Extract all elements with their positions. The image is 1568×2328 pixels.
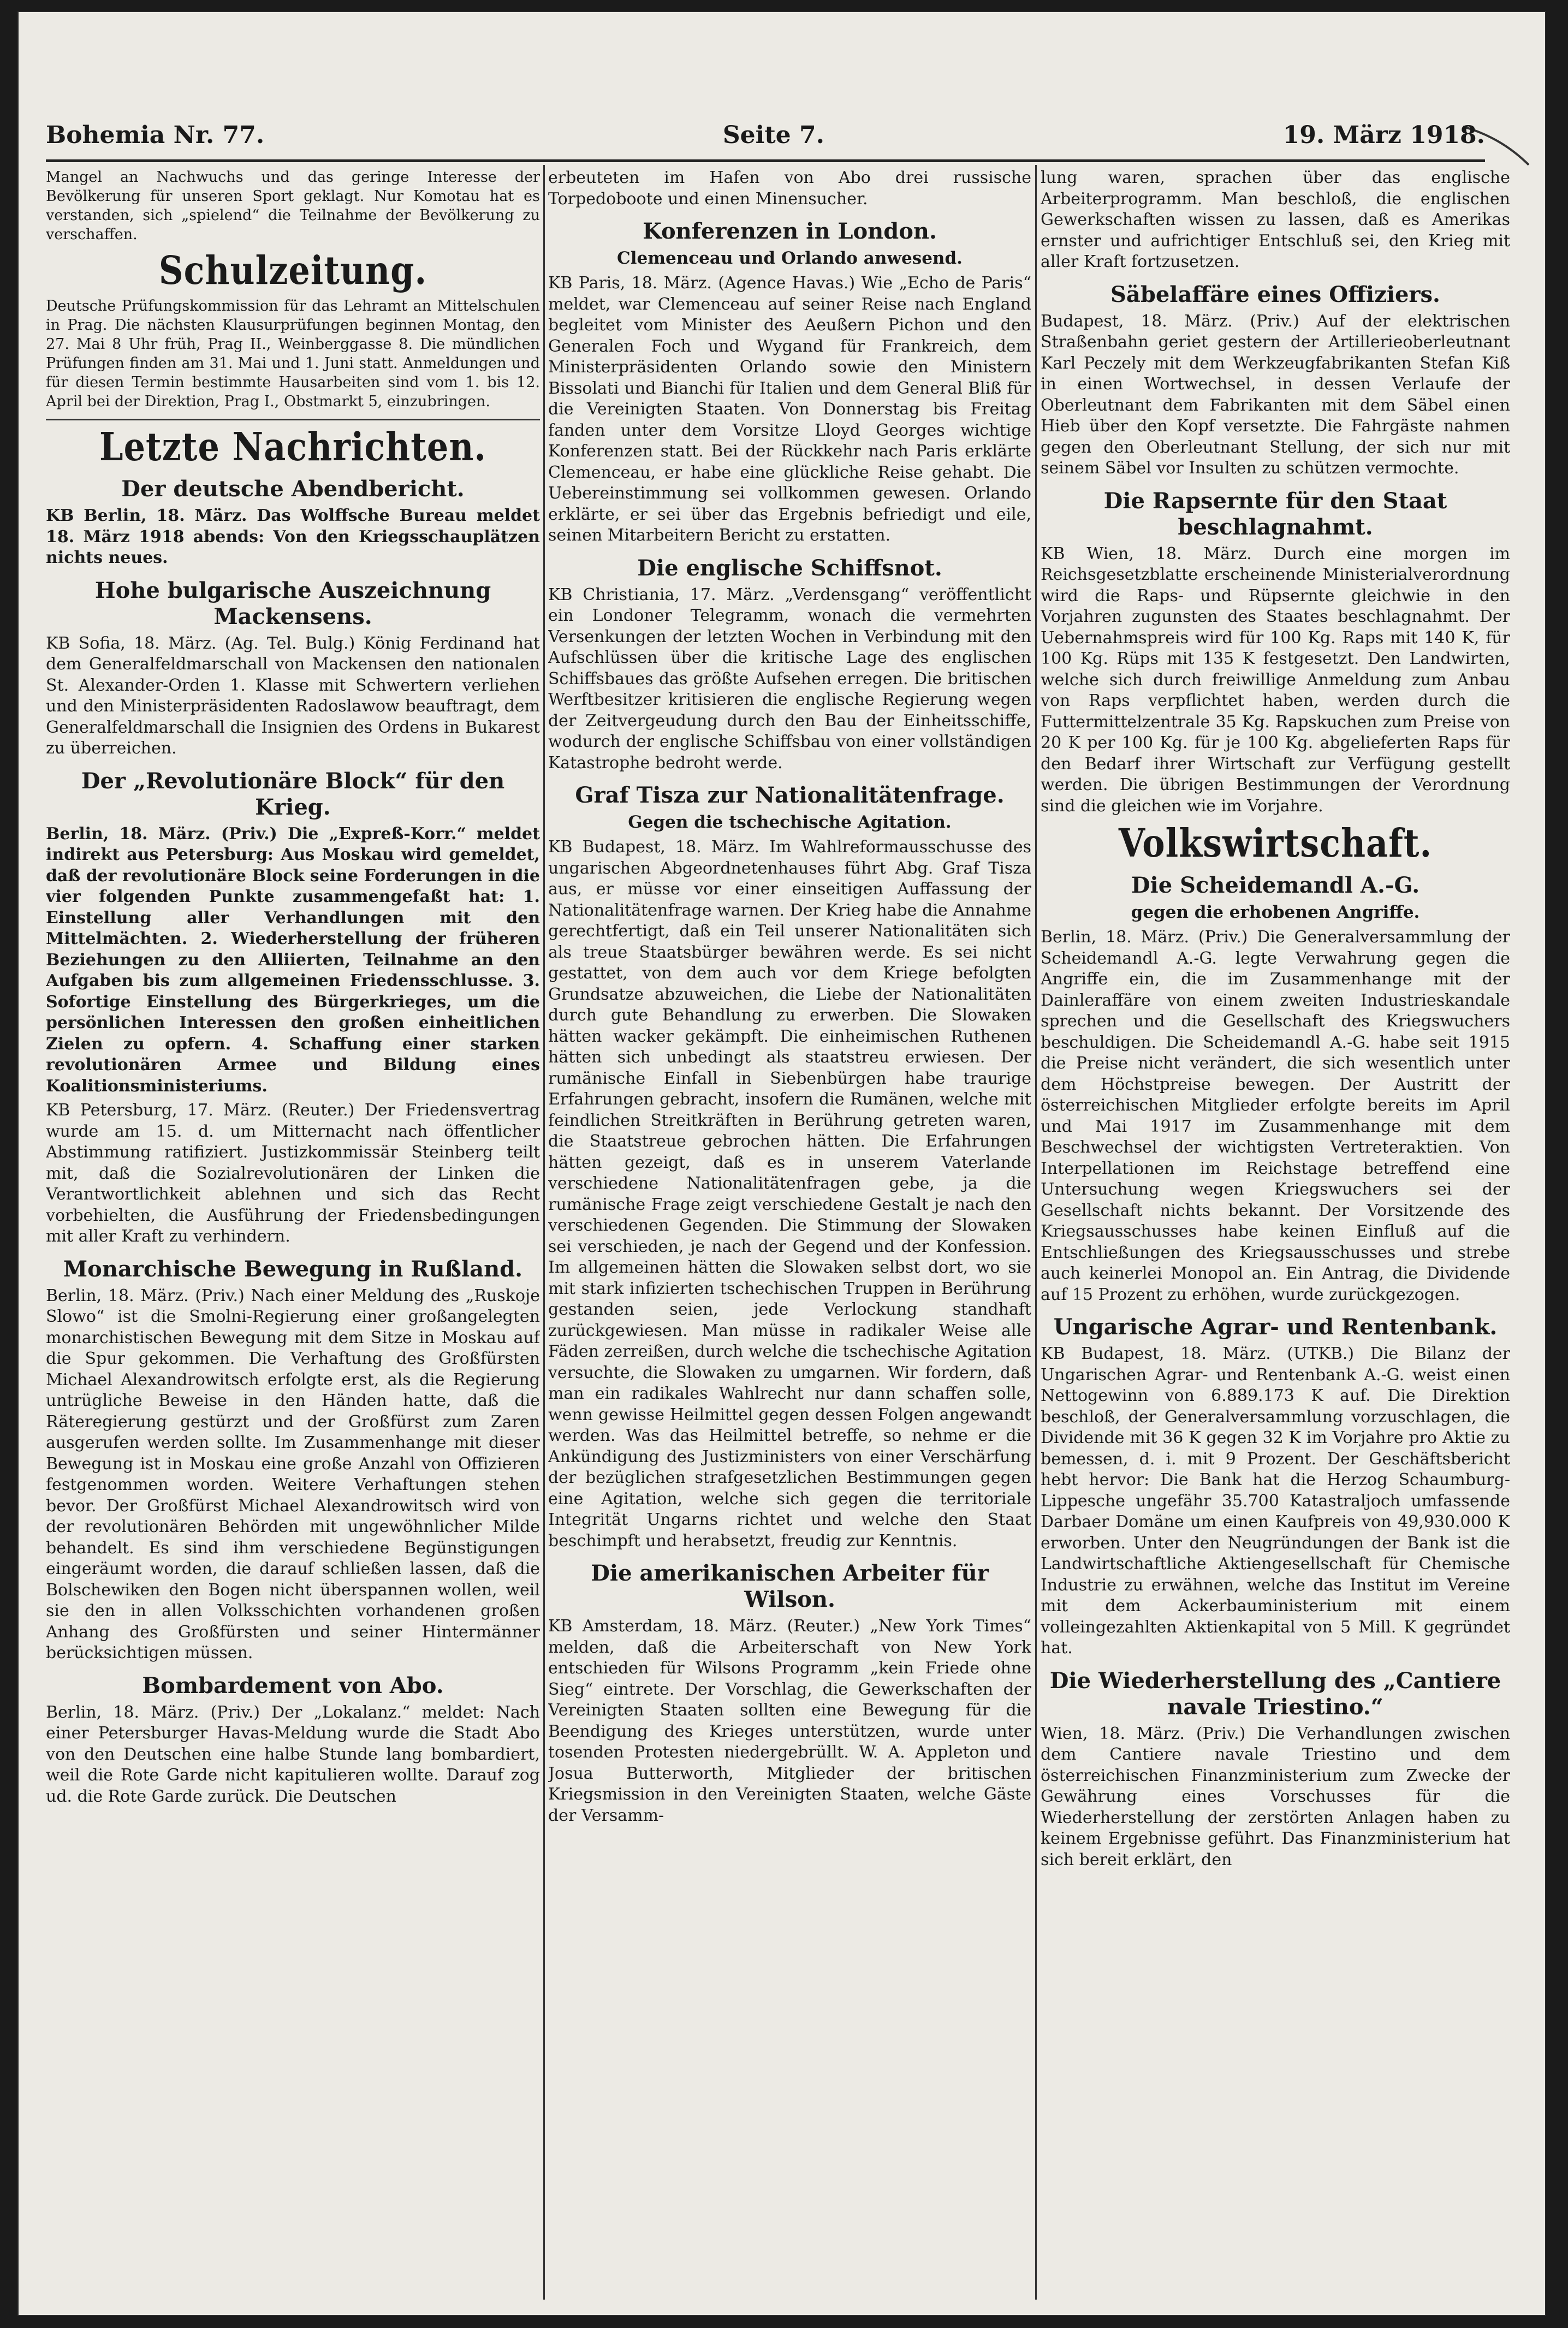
column-2 [548, 168, 1031, 2297]
divider-rule [46, 419, 540, 420]
section-heading-letzte-nachrichten: Letzte Nachrichten. [99, 424, 487, 470]
article-body: KB Wien, 18. März. Durch eine morgen im Reichsgesetzblatte erscheinende Ministerialverordnung wird die Raps- und Rüpsernte gleichwie in den Vorjahren zugunsten des Staates beschlagnahmt. Der Uebernahmspreis wird für 100 Kg. Raps mit 140 K, für 100 Kg. Rüps mit 135 K festgesetzt. Den Landwirten, welche sich durch freiwillige Anmeldung zum Anbau von Raps verpflichtet haben, werden durch die Futtermittelzentrale 35 Kg. Rapskuchen zum Preise von 20 K per 100 Kg. für je 100 Kg. abgelieferten Raps für den Bedarf ihrer Wirtschaft zur Verfügung gestellt werden. Die übrigen Bestimmungen der Verordnung sind die gleichen wie im Vorjahre. [1041, 544, 1510, 816]
article-headline: Die Scheidemandl A.-G. [1131, 872, 1420, 898]
article-headline: Die Rapsernte für den Staat beschlagnahmt. [1103, 488, 1447, 540]
page-header [46, 116, 1485, 154]
article-continuation: lung waren, sprachen über das englische Arbeiterprogramm. Man beschloß, die englischen Gewerkschaften wissen zu lassen, daß es Amerikas ernster und aufrichtiger Entschluß sei, den Krieg mit aller Kraft fortzusetzen. [1041, 168, 1510, 271]
article-headline: Bombardement von Abo. [142, 1672, 444, 1699]
article-headline: Die englische Schiffsnot. [637, 555, 942, 581]
article-body: Berlin, 18. März. (Priv.) Die „Expreß-Korr.“ meldet indirekt aus Petersburg: Aus Moskau wird gemeldet, daß der revolutionäre Block seine Forderungen in die vier folgenden Punkte zusammengefaßt hat: 1. Einstellung aller Verhandlungen mit den Mittelmächten. 2. Wiederherstellung der früheren Beziehungen zu den Alliierten, Teilnahme an den Aufgaben bis zum allgemeinen Friedensschlusse. 3. Sofortige Einstellung des Bürgerkrieges, um die persönlichen Interessen den großen einheitlichen Zielen zu opfern. 4. Schaffung einer starken revolutionären Armee und Bildung eines Koalitionsministeriums. [46, 824, 540, 1096]
article-body: KB Christiania, 17. März. „Verdensgang“ veröffentlicht ein Londoner Telegramm, wonach die vermehrten Versenkungen der letzten Wochen in Verbindung mit den Aufschlüssen über die kritische Lage des englischen Schiffsbaues das größte Aufsehen erregen. Die britischen Werftbesitzer kritisieren die englische Regierung wegen der Zeitvergeudung durch den Bau der Einheitsschiffe, wodurch der englische Schiffsbau von einer vollständigen Katastrophe bedroht werde. [548, 585, 1031, 773]
article-headline: Der „Revolutionäre Block“ für den Krieg. [81, 768, 505, 820]
column-3 [1041, 168, 1510, 2297]
article-subheadline: gegen die erhobenen Angriffe. [1131, 902, 1420, 922]
article-headline: Der deutsche Abendbericht. [121, 476, 465, 502]
article-body: Deutsche Prüfungskommission für das Lehramt an Mittelschulen in Prag. Die nächsten Klausurprüfungen beginnen Montag, den 27. Mai 8 Uhr früh, Prag II., Weinberggasse 8. Die mündlichen Prüfungen finden am 31. Mai und 1. Juni statt. Anmeldungen und für diesen Termin bestimmte Hausarbeiten sind vom 1. bis 12. April bei der Direktion, Prag I., Obstmarkt 5, einzubringen. [46, 298, 540, 410]
article-headline: Ungarische Agrar- und Rentenbank. [1053, 1314, 1498, 1340]
article-headline: Monarchische Bewegung in Rußland. [63, 1256, 523, 1282]
article-continuation: erbeuteten im Hafen von Abo drei russische Torpedoboote und einen Minensucher. [548, 168, 1031, 209]
column-1 [46, 168, 540, 2297]
page-number: Seite 7. [722, 121, 824, 149]
article-body: KB Berlin, 18. März. Das Wolffsche Bureau meldet 18. März 1918 abends: Von den Kriegsschauplätzen nichts neues. [46, 506, 540, 567]
column-divider [1035, 165, 1037, 2300]
article-headline: Die amerikanischen Arbeiter für Wilson. [591, 1560, 989, 1612]
article-headline: Säbelaffäre eines Offiziers. [1110, 281, 1440, 307]
article-body: KB Amsterdam, 18. März. (Reuter.) „New York Times“ melden, daß die Arbeiterschaft von New York entschieden für Wilsons Programm „kein Friede ohne Sieg“ eintrete. Der Vorschlag, die Gewerkschaften der Vereinigten Staaten sollten eine Bewegung für die Beendigung des Krieges unterstützen, wurde unter tosenden Protesten niedergebrüllt. W. A. Appleton und Josua Butterworth, Mitglieder der britischen Kriegsmission in den Vereinigten Staaten, welche Gäste der Versamm- [548, 1617, 1031, 1825]
article-body: Berlin, 18. März. (Priv.) Der „Lokalanz.“ meldet: Nach einer Petersburger Havas-Meldung wurde die Stadt Abo von den Deutschen eine halbe Stunde lang bombardiert, weil die Rote Garde nicht kapitulieren wollte. Darauf zog ud. die Rote Garde zurück. Die Deutschen [46, 1702, 540, 1806]
article-headline: Die Wiederherstellung des „Cantiere navale Triestino.“ [1049, 1667, 1501, 1720]
column-divider [543, 165, 545, 2300]
section-heading-schulzeitung: Schulzeitung. [158, 247, 427, 294]
section-heading-volkswirtschaft: Volkswirtschaft. [1118, 820, 1433, 866]
article-body: Budapest, 18. März. (Priv.) Auf der elektrischen Straßenbahn geriet gestern der Artillerieoberleutnant Karl Peczely mit dem Werkzeugfabrikanten Stefan Kiß in einen Wortwechsel, in dessen Verlaufe der Oberleutnant dem Fabrikanten mit dem Säbel einen Hieb über den Kopf versetzte. Die Fahrgäste nahmen gegen den Oberleutnant Stellung, der sich nur mit seinem Säbel vor Insulten zu schützen vermochte. [1041, 311, 1510, 478]
masthead: Bohemia Nr. 77. [46, 121, 265, 149]
header-rule [46, 159, 1485, 162]
article-body: Wien, 18. März. (Priv.) Die Verhandlungen zwischen dem Cantiere navale Triestino und dem österreichischen Finanzministerium zum Zwecke der Gewährung eines Vorschusses für die Wiederherstellung der zerstörten Anlagen haben zu keinem Ergebnisse geführt. Das Finanzministerium hat sich bereit erklärt, den [1041, 1724, 1510, 1869]
issue-date: 19. März 1918. [1282, 121, 1485, 149]
article-body: Berlin, 18. März. (Priv.) Die Generalversammlung der Scheidemandl A.-G. legte Verwahrung gegen die Angriffe ein, die im Zusammenhange mit der Dainleraffäre von einem zweiten Industrieskandale sprechen und die Gesellschaft des Kriegswuchers beschuldigen. Die Scheidemandl A.-G. habe seit 1915 die Preise nicht verändert, die sich wesentlich unter dem Höchstpreise bewegen. Der Austritt der österreichischen Mitglieder erfolgte bereits im April und Mai 1917 im Zusammenhange mit dem Beschwechsel der wichtigsten Vertreteraktien. Von Interpellationen im Reichstage betreffend eine Untersuchung wegen Kriegswuchers sei der Gesellschaft nichts bekannt. Der Vorsitzende des Kriegsausschusses habe keinen Einfluß auf die Entschließungen des Kriegsausschusses und strebe auch keinerlei Monopol an. Ein Antrag, die Dividende auf 15 Prozent zu erhöhen, wurde zurückgezogen. [1041, 928, 1510, 1304]
article-subheadline: Gegen die tschechische Agitation. [628, 812, 952, 832]
article-headline: Hohe bulgarische Auszeichnung Mackensens. [94, 577, 491, 629]
article-subheadline: Clemenceau und Orlando anwesend. [617, 248, 963, 268]
article-body: KB Petersburg, 17. März. (Reuter.) Der Friedensvertrag wurde am 15. d. um Mitternacht nach öffentlicher Abstimmung ratifiziert. Justizkommissär Steinberg teilt mit, daß die Sozialrevolutionären der Linken die Verantwortlichkeit ablehnen und sich das Recht vorbehielten, die Ausführung der Friedensbedingungen mit aller Kraft zu verhindern. [46, 1101, 540, 1246]
article-body: KB Paris, 18. März. (Agence Havas.) Wie „Echo de Paris“ meldet, war Clemenceau auf seiner Reise nach England begleitet vom Minister des Aeußern Pichon und den Generalen Foch und Wygand für Frankreich, dem Ministerpräsidenten Orlando sowie den Ministern Bissolati und Bianchi für Italien und dem General Bliß für die Vereinigten Staaten. Von Donnerstag bis Freitag fanden unter dem Vorsitze Lloyd Georges wichtige Konferenzen statt. Bei der Rückkehr nach Paris erklärte Clemenceau, er habe eine glückliche Reise gehabt. Die Uebereinstimmung sei vollkommen gewesen. Orlando erklärte, er sei über das Ergebnis befriedigt und eile, seinen Mitarbeitern Bericht zu erstatten. [548, 274, 1031, 545]
article-headline: Graf Tisza zur Nationalitätenfrage. [575, 782, 1005, 808]
article-headline: Konferenzen in London. [643, 218, 937, 244]
article-body: Berlin, 18. März. (Priv.) Nach einer Meldung des „Ruskoje Slowo“ ist die Smolni-Regierung einer großangelegten monarchistischen Bewegung mit dem Sitze in Moskau auf die Spur gekommen. Die Verhaftung des Großfürsten Michael Alexandrowitsch erfolgte erst, als die Regierung untrügliche Beweise in den Händen hatte, daß die Räteregierung gestürzt und der Großfürst zum Zaren ausgerufen werden sollte. Im Zusammenhange mit dieser Bewegung ist in Moskau eine große Anzahl von Offizieren festgenommen worden. Weitere Verhaftungen stehen bevor. Der Großfürst Michael Alexandrowitsch wird von der revolutionären Behörden mit ungewöhnlicher Milde behandelt. Es sind ihm verschiedene Begünstigungen eingeräumt worden, die darauf schließen lassen, daß die Bolschewiken den Bogen nicht überspannen wollen, weil sie den in allen Volksschichten vorhandenen großen Anhang des Großfürsten und seiner Hintermänner berücksichtigen müssen. [46, 1286, 540, 1662]
article-body: KB Budapest, 18. März. Im Wahlreformausschusse des ungarischen Abgeordnetenhauses führt Abg. Graf Tisza aus, er müsse vor einer einseitigen Auffassung der Nationalitätenfrage warnen. Der Krieg habe die Annahme gerechtfertigt, daß ein Teil unserer Nationalitäten sich als treue Staatsbürger bewähren werde. Es sei nicht gestattet, von dem auch vor dem Kriege befolgten Grundsatze abzuweichen, die Liebe der Nationalitäten durch gute Behandlung zu erwerben. Die Slowaken hätten wacker gekämpft. Die einheimischen Ruthenen hätten sich unbedingt als staatstreu erwiesen. Der rumänische Einfall in Siebenbürgen habe traurige Erfahrungen gebracht, insofern die Rumänen, welche mit feindlichen Streitkräften in Berührung getreten waren, die Staatstreue gebrochen hätten. Die Erfahrungen hätten gezeigt, daß es in unserem Vaterlande verschiedene Nationalitätenfragen gebe, ja die rumänische Frage zeigt verschiedene Gestalt je nach den verschiedenen Gegenden. Die Stimmung der Slowaken sei verschieden, je nach der Gegend und der Konfession. Im allgemeinen hätten die Slowaken selbst dort, wo sie mit stark infizierten tschechischen Truppen in Berührung gestanden seien, jede Verlockung standhaft zurückgewiesen. Man müsse in radikaler Weise alle Fäden zerreißen, durch welche die tschechische Agitation versuchte, die Slowaken zu umgarnen. Wir fordern, daß man ein radikales Wahlrecht nur dann schaffen solle, wenn gewisse Heilmittel gegen dessen Folgen angewandt werden. Was das Heilmittel betreffe, so nehme er die Ankündigung des Justizministers von einer Verschärfung der bezüglichen strafgesetzlichen Bestimmungen gegen eine Agitation, welche sich gegen die territoriale Integrität Ungarns richtet und welche den Staat beschimpft und herabsetzt, freudig zur Kenntnis. [548, 838, 1031, 1551]
article-body: KB Budapest, 18. März. (UTKB.) Die Bilanz der Ungarischen Agrar- und Rentenbank A.-G. weist einen Nettogewinn von 6.889.173 K auf. Die Direktion beschloß, der Generalversammlung vorzuschlagen, die Dividende mit 36 K gegen 32 K im Vorjahre pro Aktie zu bemessen, d. i. mit 9 Prozent. Der Geschäftsbericht hebt hervor: Die Bank hat die Herzog Schaumburg-Lippesche ungefähr 35.700 Katastraljoch umfassende Darbaer Domäne um einen Kaufpreis von 49,930.000 K erworben. Unter den Neugründungen der Bank ist die Landwirtschaftliche Aktiengesellschaft für Chemische Industrie zu erwähnen, welche das Institut im Vereine mit dem Ackerbauministerium mit einem volleingezahlten Aktienkapital von 5 Mill. K gegründet hat. [1041, 1344, 1510, 1658]
article-body: KB Sofia, 18. März. (Ag. Tel. Bulg.) König Ferdinand hat dem Generalfeldmarschall von Mackensen den nationalen St. Alexander-Orden 1. Klasse mit Schwertern verliehen und den Ministerpräsidenten Radoslawow beauftragt, dem Generalfeldmarschall die Insignien des Ordens in Bukarest zu überreichen. [46, 633, 540, 758]
newspaper-page [19, 12, 1545, 2315]
article-continuation: Mangel an Nachwuchs und das geringe Interesse der Bevölkerung für unseren Sport geklagt. Nur Komotau hat es verstanden, sich „spielend“ die Teilnahme der Bevölkerung zu verschaffen. [46, 169, 540, 243]
